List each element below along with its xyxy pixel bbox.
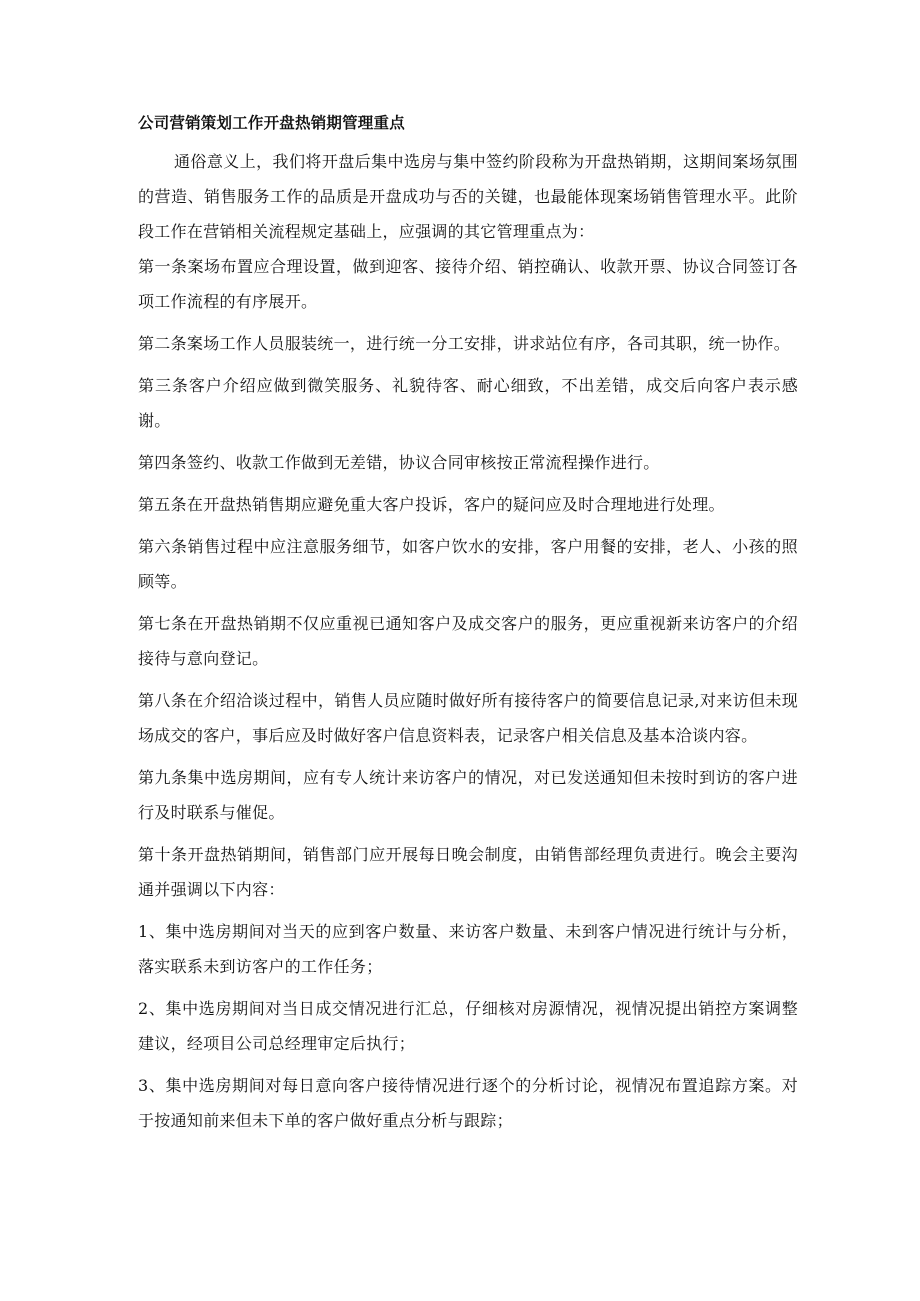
- article-10: 第十条开盘热销期间，销售部门应开展每日晚会制度，由销售部经理负责进行。晚会主要沟通并强调以下内容：: [138, 845, 798, 899]
- intro-paragraph: 通俗意义上，我们将开盘后集中选房与集中签约阶段称为开盘热销期，这期间案场氛围的营造、销售服务工作的品质是开盘成功与否的关键，也最能体现案场销售管理水平。此阶段工作在营销相关流程规定基础上，应强调的其它管理重点为：: [138, 152, 798, 241]
- article-3: 第三条客户介绍应做到微笑服务、礼貌待客、耐心细致，不出差错，成交后向客户表示感谢。: [138, 376, 798, 430]
- document-page: [138, 112, 798, 1145]
- list-item-3: 3、集中选房期间对每日意向客户接待情况进行逐个的分析讨论，视情况布置追踪方案。对于按通知前来但未下单的客户做好重点分析与跟踪；: [138, 1076, 798, 1130]
- article-9: 第九条集中选房期间，应有专人统计来访客户的情况，对已发送通知但未按时到访的客户进行及时联系与催促。: [138, 768, 798, 822]
- article-6: 第六条销售过程中应注意服务细节，如客户饮水的安排，客户用餐的安排，老人、小孩的照顾等。: [138, 537, 798, 591]
- document-title: 公司营销策划工作开盘热销期管理重点: [138, 114, 405, 132]
- article-1: 第一条案场布置应合理设置，做到迎客、接待介绍、销控确认、收款开票、协议合同签订各项工作流程的有序展开。: [138, 257, 798, 311]
- article-8: 第八条在介绍洽谈过程中，销售人员应随时做好所有接待客户的简要信息记录,对来访但未现场成交的客户，事后应及时做好客户信息资料表，记录客户相关信息及基本洽谈内容。: [138, 691, 798, 745]
- article-4: 第四条签约、收款工作做到无差错，协议合同审核按正常流程操作进行。: [138, 453, 660, 472]
- article-7: 第七条在开盘热销期不仅应重视已通知客户及成交客户的服务，更应重视新来访客户的介绍接待与意向登记。: [138, 614, 798, 668]
- list-item-2: 2、集中选房期间对当日成交情况进行汇总，仔细核对房源情况，视情况提出销控方案调整建议，经项目公司总经理审定后执行；: [138, 999, 798, 1053]
- article-2: 第二条案场工作人员服装统一，进行统一分工安排，讲求站位有序，各司其职，统一协作。: [138, 334, 791, 353]
- list-item-1: 1、集中选房期间对当天的应到客户数量、来访客户数量、未到客户情况进行统计与分析，落实联系未到访客户的工作任务；: [138, 922, 798, 976]
- article-5: 第五条在开盘热销售期应避免重大客户投诉，客户的疑问应及时合理地进行处理。: [138, 495, 725, 514]
